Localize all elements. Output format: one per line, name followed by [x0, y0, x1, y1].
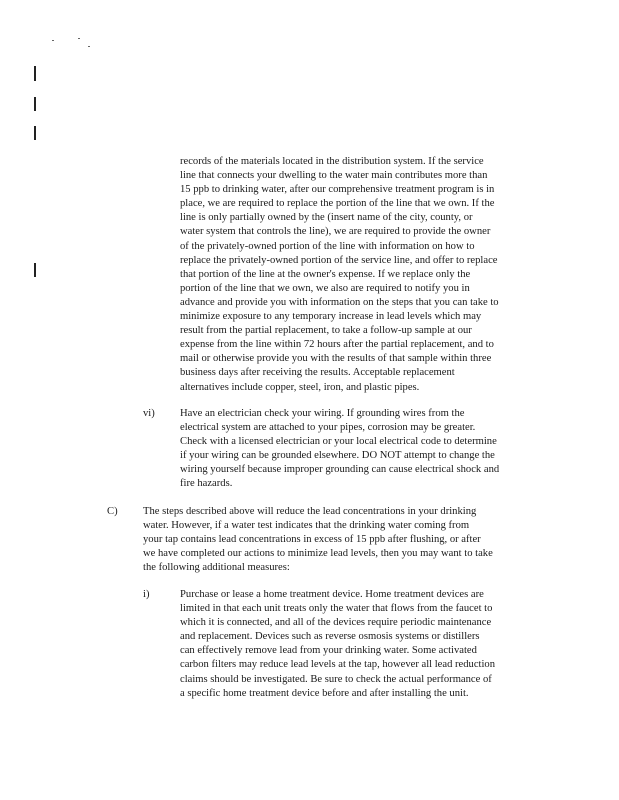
text-line: mail or otherwise provide you with the results of that sample within three	[180, 353, 492, 365]
text-line: your tap contains lead concentrations in excess of 15 ppb after flushing, or after	[143, 534, 481, 546]
text-line: portion of the line that we own, we also are required to notify you in	[180, 282, 470, 294]
text-line: fire hazards.	[180, 478, 233, 490]
scan-speck	[88, 46, 90, 47]
continued-paragraph	[180, 155, 499, 395]
margin-change-bar	[34, 126, 36, 140]
text-line: wiring yourself because improper grounding can cause electrical shock and	[180, 464, 500, 476]
margin-change-bar	[34, 66, 36, 81]
text-line: line is only partially owned by the (insert name of the city, county, or	[180, 212, 473, 224]
text-line: limited in that each unit treats only the water that flows from the faucet to	[180, 603, 493, 615]
text-line: advance and provide you with information on the steps that you can take to	[180, 296, 499, 308]
text-line: can effectively remove lead from your drinking water. Some activated	[180, 645, 477, 657]
item-c-label: C)	[107, 506, 118, 517]
text-line: line that connects your dwelling to the water main contributes more than	[180, 170, 488, 182]
text-line: we have completed our actions to minimize lead levels, then you may want to take	[143, 548, 493, 560]
text-line: expense from the line within 72 hours after the partial replacement, and to	[180, 339, 494, 351]
text-line: replace the privately-owned portion of the service line, and offer to replace	[180, 254, 498, 266]
scan-speck	[52, 40, 54, 41]
text-line: alternatives include copper, steel, iron, and plastic pipes.	[180, 381, 420, 393]
margin-change-bar	[34, 263, 36, 277]
text-line: the following additional measures:	[143, 562, 290, 574]
text-line: place, we are required to replace the portion of the line that we own. If the	[180, 198, 495, 210]
scan-speck	[78, 38, 80, 39]
text-line: result from the partial replacement, to take a follow-up sample at our	[180, 325, 472, 337]
item-i-text	[180, 588, 495, 701]
text-line: The steps described above will reduce the lead concentrations in your drinking	[143, 506, 477, 517]
text-line: Purchase or lease a home treatment device. Home treatment devices are	[180, 589, 484, 600]
text-line: and replacement. Devices such as reverse osmosis systems or distillers	[180, 631, 480, 643]
text-line: carbon filters may reduce lead levels at the tap, however all lead reduction	[180, 659, 496, 671]
text-line: of the privately-owned portion of the line with information on how to	[180, 240, 475, 252]
item-c-text	[143, 505, 493, 575]
text-line: electrical system are attached to your pipes, corrosion may be greater.	[180, 422, 476, 434]
text-line: which it is connected, and all of the devices require periodic maintenance	[180, 617, 492, 629]
item-vi-label: vi)	[143, 408, 155, 419]
text-line: a specific home treatment device before and after installing the unit.	[180, 687, 469, 699]
item-vi-text	[180, 407, 499, 492]
text-line: Have an electrician check your wiring. If grounding wires from the	[180, 408, 465, 419]
margin-change-bar	[34, 97, 36, 111]
text-line: water system that controls the line), we are required to provide the owner	[180, 226, 491, 238]
text-line: that portion of the line at the owner's expense. If we replace only the	[180, 268, 471, 280]
text-line: claims should be investigated. Be sure to check the actual performance of	[180, 673, 492, 685]
text-line: 15 ppb to drinking water, after our comprehensive treatment program is in	[180, 184, 495, 196]
text-line: records of the materials located in the distribution system. If the service	[180, 156, 484, 167]
text-line: minimize exposure to any temporary increase in lead levels which may	[180, 311, 482, 323]
text-line: Check with a licensed electrician or your local electrical code to determine	[180, 436, 497, 448]
item-i-label: i)	[143, 589, 150, 600]
text-line: water. However, if a water test indicates that the drinking water coming from	[143, 520, 470, 532]
text-line: if your wiring can be grounded elsewhere. DO NOT attempt to change the	[180, 450, 495, 462]
text-line: business days after receiving the results. Acceptable replacement	[180, 367, 455, 379]
